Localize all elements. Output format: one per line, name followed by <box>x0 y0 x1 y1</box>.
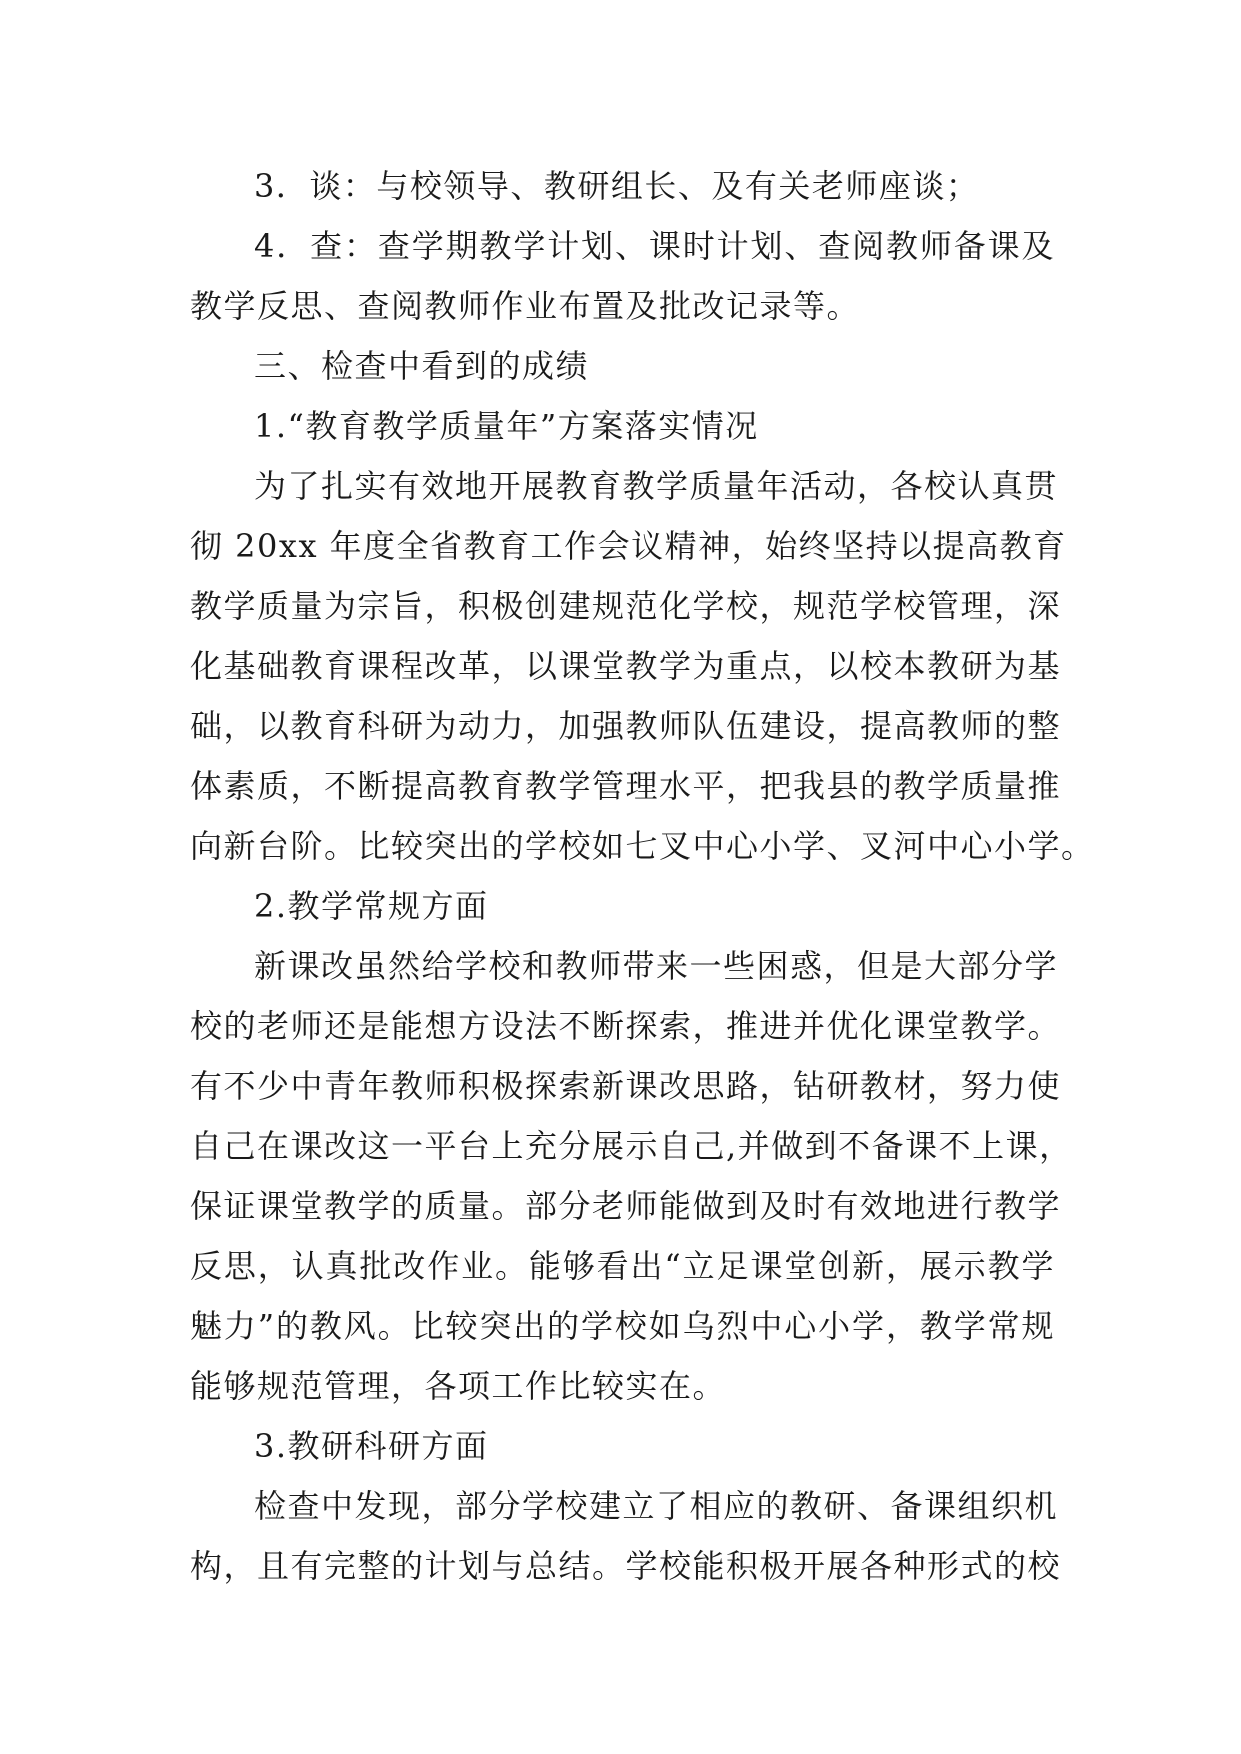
subsection-heading: 3.教研科研方面 <box>254 1427 489 1465</box>
paragraph-line: 4．查：查学期教学计划、课时计划、查阅教师备课及 <box>254 227 1055 265</box>
paragraph-line: 新课改虽然给学校和教师带来一些困惑，但是大部分学 <box>254 947 1059 985</box>
paragraph-line: 向新台阶。比较突出的学校如七叉中心小学、叉河中心小学。 <box>190 827 1095 865</box>
section-heading: 三、检查中看到的成绩 <box>254 347 590 385</box>
paragraph-line: 检查中发现，部分学校建立了相应的教研、备课组织机 <box>254 1487 1059 1525</box>
document-body <box>190 156 1095 1596</box>
paragraph-line: 能够规范管理，各项工作比较实在。 <box>190 1367 727 1405</box>
paragraph-line: 3．谈：与校领导、教研组长、及有关老师座谈； <box>254 167 980 205</box>
paragraph-line: 有不少中青年教师积极探索新课改思路，钻研教材，努力使 <box>190 1067 1062 1105</box>
paragraph-line: 教学质量为宗旨，积极创建规范化学校，规范学校管理，深 <box>190 587 1062 625</box>
paragraph-line: 彻 20xx 年度全省教育工作会议精神，始终坚持以提高教育 <box>190 527 1067 565</box>
subsection-heading: 1.“教育教学质量年”方案落实情况 <box>254 407 759 445</box>
paragraph-line: 保证课堂教学的质量。部分老师能做到及时有效地进行教学 <box>190 1187 1062 1225</box>
paragraph-line: 校的老师还是能想方设法不断探索，推进并优化课堂教学。 <box>190 1007 1062 1045</box>
subsection-heading: 2.教学常规方面 <box>254 887 489 925</box>
paragraph-line: 化基础教育课程改革，以课堂教学为重点，以校本教研为基 <box>190 647 1062 685</box>
paragraph-line: 反思，认真批改作业。能够看出“立足课堂创新，展示教学 <box>190 1247 1055 1285</box>
paragraph-line: 魅力”的教风。比较突出的学校如乌烈中心小学，教学常规 <box>190 1307 1055 1345</box>
paragraph-line: 教学反思、查阅教师作业布置及批改记录等。 <box>190 287 861 325</box>
paragraph-line: 体素质，不断提高教育教学管理水平，把我县的教学质量推 <box>190 767 1062 805</box>
paragraph-line: 构，且有完整的计划与总结。学校能积极开展各种形式的校 <box>190 1547 1062 1585</box>
paragraph-line: 础，以教育科研为动力，加强教师队伍建设，提高教师的整 <box>190 707 1062 745</box>
paragraph-line: 为了扎实有效地开展教育教学质量年活动，各校认真贯 <box>254 467 1059 505</box>
paragraph-line: 自己在课改这一平台上充分展示自己,并做到不备课不上课， <box>190 1127 1073 1165</box>
